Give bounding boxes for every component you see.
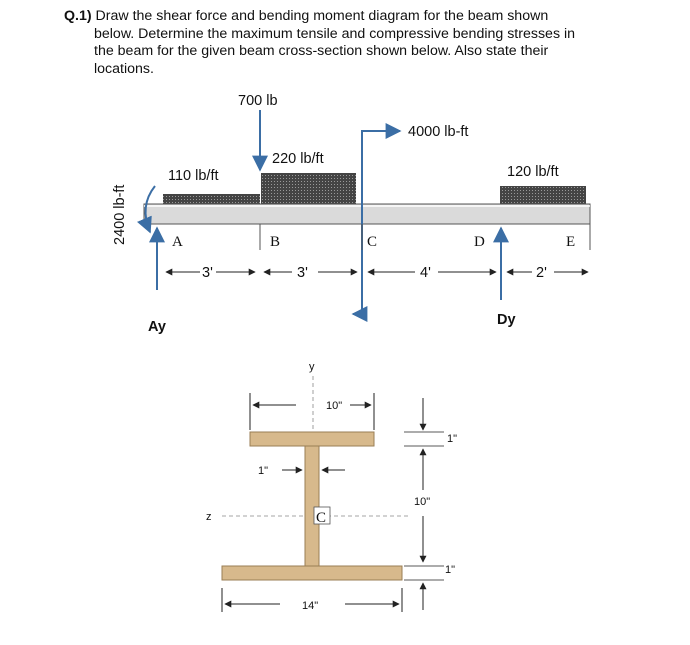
point-label-e: E (566, 234, 576, 250)
top-dim-label: 10" (326, 400, 343, 412)
span-ab: 3' (202, 265, 213, 281)
point-label-a: A (172, 234, 183, 250)
top-flange (250, 432, 374, 446)
beam-diagram (112, 93, 590, 335)
span-bc: 3' (297, 265, 308, 281)
span-de: 2' (536, 265, 547, 281)
point-label-d: D (474, 234, 485, 250)
question-number: Q.1) (64, 8, 92, 24)
cross-section (206, 361, 457, 612)
beam-body (144, 204, 590, 224)
dist-load-block-3 (500, 186, 586, 206)
dist-load-label-1: 110 lb/ft (168, 168, 219, 184)
web-thickness-label: 1" (258, 465, 269, 477)
moment-left-label: 2400 lb-ft (112, 184, 128, 245)
reaction-d-label: Dy (497, 312, 516, 328)
axis-z-label: z (206, 511, 212, 523)
question-line-2: below. Determine the maximum tensile and compressive bending stresses in (94, 25, 576, 42)
moment-right-label: 4000 lb-ft (408, 124, 469, 140)
flange-width-label: 14" (302, 600, 319, 612)
point-load-label: 700 lb (238, 93, 278, 109)
bottom-flange (222, 566, 402, 580)
dist-load-block-2 (261, 173, 356, 206)
point-label-b: B (270, 234, 281, 250)
span-cd: 4' (420, 265, 431, 281)
question-line-1: Draw the shear force and bending moment diagram for the beam shown (95, 8, 549, 24)
question-line-4: locations. (94, 60, 154, 77)
flange-bottom-thickness-label: 1" (445, 564, 456, 576)
dist-load-label-2: 220 lb/ft (272, 151, 324, 167)
point-label-c: C (367, 234, 378, 250)
flange-top-thickness-label: 1" (447, 433, 458, 445)
dist-load-label-3: 120 lb/ft (507, 164, 559, 180)
reaction-a-label: Ay (148, 319, 166, 335)
web-height-label: 10" (414, 496, 431, 508)
question-line-3: the beam for the given beam cross-section shown below. Also state their (94, 43, 549, 59)
axis-y-label: y (309, 361, 315, 373)
web (305, 446, 319, 566)
centroid-label: C (316, 510, 327, 526)
